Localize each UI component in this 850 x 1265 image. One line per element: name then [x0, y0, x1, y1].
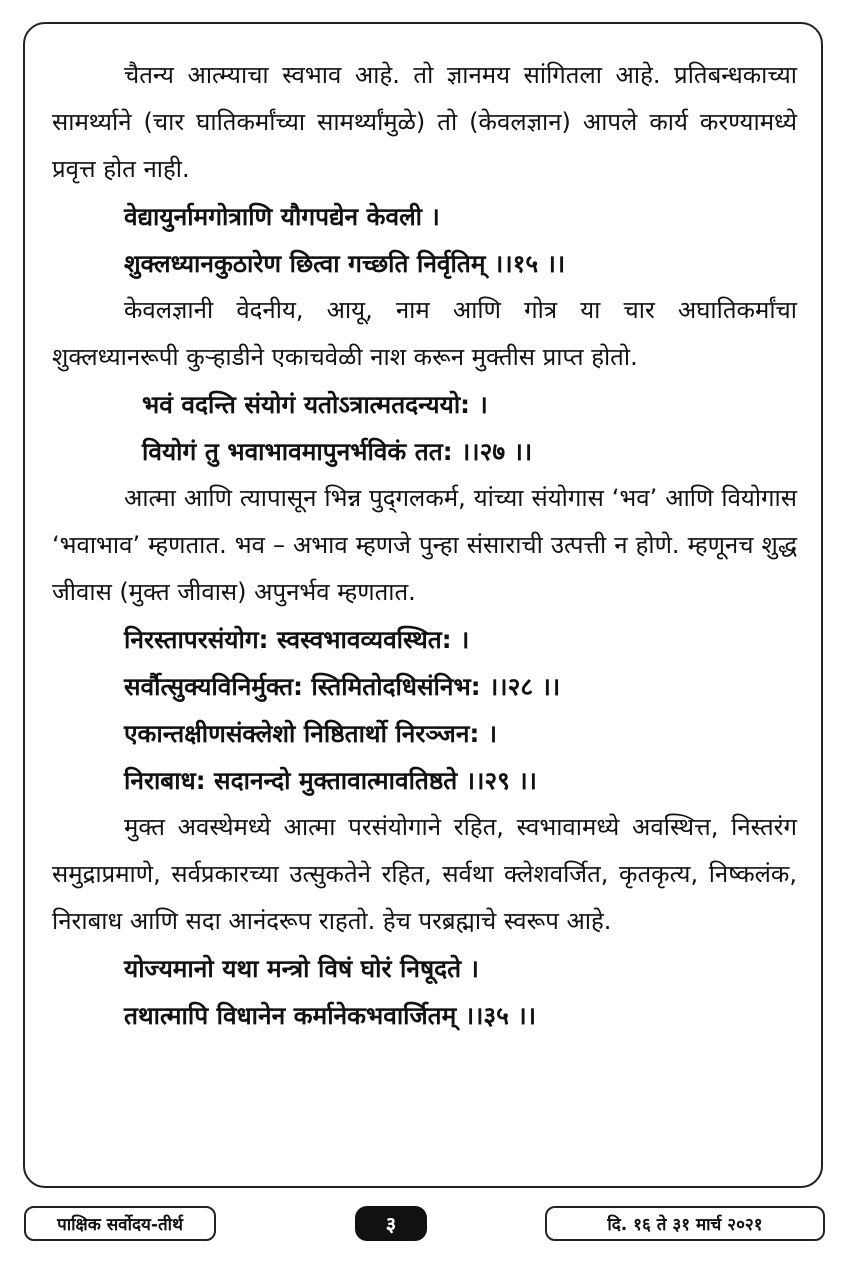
paragraph-1: चैतन्य आत्म्याचा स्वभाव आहे. तो ज्ञानमय सांगितला आहे. प्रतिबन्धकाच्या सामर्थ्याने (चार घातिकर्मांच्या सामर्थ्यांमुळे) तो (केवलज्ञान) आपले कार्य करण्यामध्ये प्रवृत्त होत नाही.	[52, 61, 797, 183]
verse-27-line-2: वियोगं तु भवाभावमापुनर्भविकं तत: ।।२७ ।।	[142, 437, 533, 466]
verse-28-line-2: सर्वौत्सुक्यविनिर्मुक्त: स्तिमितोदधिसंनिभ: ।।२८ ।।	[124, 672, 561, 701]
verse-35-line-1: योज्यमानो यथा मन्त्रो विषं घोरं निषूदते ।	[124, 954, 479, 983]
paragraph-3: आत्मा आणि त्यापासून भिन्न पुद्‌गलकर्म, यांच्या संयोगास ‘भव’ आणि वियोगास ‘भवाभाव’ म्हणतात. भव – अभाव म्हणजे पुन्हा संसाराची उत्पत्ती न होणे. म्हणूनच शुद्ध जीवास (मुक्त जीवास) अपुनर्भव म्हणतात.	[52, 484, 797, 606]
issue-date: दि. १६ ते ३१ मार्च २०२१	[545, 1206, 825, 1241]
verse-28-line-1: निरस्तापरसंयोग: स्वस्वभावव्यवस्थित: ।	[124, 625, 470, 654]
paragraph-4: मुक्त अवस्थेमध्ये आत्मा परसंयोगाने रहित, स्वभावामध्ये अवस्थित्त, निस्तरंग समुद्राप्रमाणे, सर्वप्रकारच्या उत्सुकतेने रहित, सर्वथा क्लेशवर्जित, कृतकृत्य, निष्कलंक, निराबाध आणि सदा आनंदरूप राहतो. हेच परब्रह्माचे स्वरूप आहे.	[52, 813, 797, 935]
verse-15-line-2: शुक्लध्यानकुठारेण छित्वा गच्छति निर्वृतिम् ।।१५ ।।	[124, 249, 566, 278]
page-number-badge: ३	[355, 1206, 427, 1241]
page-content	[52, 52, 797, 1039]
verse-35-line-2: तथात्मापि विधानेन कर्मानेकभवार्जितम् ।।३५ ।।	[124, 1001, 536, 1030]
verse-27-line-1: भवं वदन्ति संयोगं यतोऽत्रात्मतदन्ययो: ।	[142, 390, 488, 419]
verse-29-line-2: निराबाध: सदानन्दो मुक्तावात्मावतिष्ठते ।।२९ ।।	[124, 766, 537, 795]
verse-29-line-1: एकान्तक्षीणसंक्लेशो निष्ठितार्थो निरञ्जन: ।	[124, 719, 498, 748]
verse-15-line-1: वेद्यायुर्नामगोत्राणि यौगपद्येन केवली ।	[124, 202, 440, 231]
publication-name: पाक्षिक सर्वोदय-तीर्थ	[24, 1206, 216, 1241]
paragraph-2: केवलज्ञानी वेदनीय, आयू, नाम आणि गोत्र या चार अघातिकर्मांचा शुक्लध्यानरूपी कुऱ्हाडीने एकाचवेळी नाश करून मुक्तीस प्राप्त होतो.	[52, 296, 797, 371]
